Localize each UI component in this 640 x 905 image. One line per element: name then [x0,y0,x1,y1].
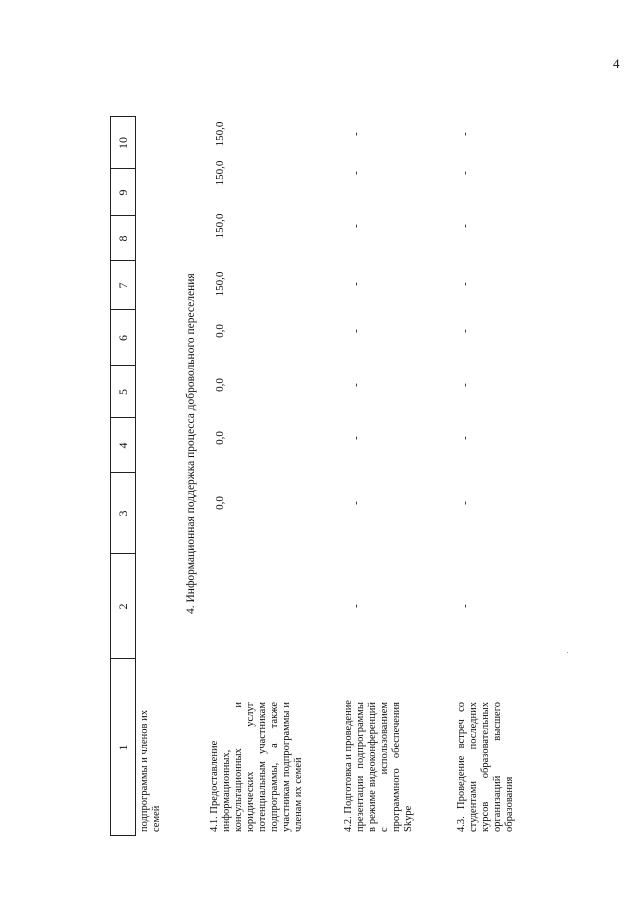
row-name-line: программного обеспечения [391,702,402,832]
column-number-10: 10 [116,137,130,149]
column-number-7: 7 [116,282,130,289]
value-4-1-col3: 0,0 [214,496,226,510]
value-4-3-col9: - [459,171,471,175]
column-number-6: 6 [116,335,130,341]
row-name-line: 4.1. Предоставление [209,740,220,832]
row-name-4-3 [456,702,516,832]
row-name-line: 4.2. Подготовка и проведение [343,700,354,832]
column-number-5: 5 [116,389,130,395]
row-name-line: курсов образовательных [480,702,491,832]
value-4-3-col4: - [459,436,471,440]
row-name-line: юридических услуг [245,702,256,832]
value-4-2-col9: - [350,171,362,175]
value-4-1-col4: 0,0 [214,431,226,445]
table-header-bottom-border [135,116,136,836]
row-name-line: презентации подпрограммы [355,702,366,832]
value-4-1-col8: 150,0 [214,213,226,239]
value-4-2-col5: - [350,383,362,387]
value-4-3-col10: - [459,132,471,136]
column-number-2: 2 [116,603,130,610]
value-4-3-col3: - [459,501,471,505]
section-title: 4. Информационная поддержка процесса добровольного переселения [185,273,197,614]
value-4-2-col7: - [350,282,362,286]
row-name-line: потенциальным участникам [257,702,268,832]
row-name-4-1 [209,702,305,832]
value-4-3-col7: - [459,282,471,286]
value-4-3-col2: - [459,604,471,608]
value-4-2-col6: - [350,329,362,333]
row-name-line: с использованием [379,702,390,832]
row-name-4-2 [343,702,415,832]
value-4-1-col6: 0,0 [214,324,226,338]
row-name-line: подпрограммы, а также [269,702,280,832]
value-4-2-col4: - [350,436,362,440]
row-name-line: членам их семей [293,757,304,832]
scan-speck [567,652,568,653]
value-4-2-col10: - [350,132,362,136]
value-4-1-col5: 0,0 [214,378,226,392]
column-number-1: 1 [116,744,130,751]
row-name-line: в режиме видеоконференций [367,702,378,832]
carry-over-text [139,702,163,832]
value-4-1-col7: 150,0 [214,271,226,297]
carry-over-line: семей [151,805,162,832]
value-4-3-col8: - [459,224,471,228]
value-4-2-col8: - [350,224,362,228]
carry-over-line: подпрограммы и членов их [139,710,150,832]
value-4-2-col2: - [350,604,362,608]
row-name-line: информационных, [221,749,232,832]
row-name-line: участникам подпрограммы и [281,702,292,832]
row-name-line: образования [504,776,515,832]
rotated-table [110,116,530,836]
value-4-3-col6: - [459,329,471,333]
table-top-border [110,116,111,836]
column-number-9: 9 [116,189,130,196]
value-4-1-col9: 150,0 [214,160,226,186]
row-name-line: консультационных и [233,702,244,832]
column-number-4: 4 [116,442,130,449]
column-number-8: 8 [116,235,130,242]
row-name-line: 4.3. Проведение встреч со [456,702,467,832]
column-number-3: 3 [116,510,130,517]
row-name-line: студентами последних [468,702,479,832]
page-number: 4 [613,56,620,71]
value-4-1-col10: 150,0 [214,121,226,147]
row-name-line: организаций высшего [492,702,503,832]
value-4-3-col5: - [459,383,471,387]
value-4-2-col3: - [350,501,362,505]
row-name-line: Skype [403,805,414,832]
